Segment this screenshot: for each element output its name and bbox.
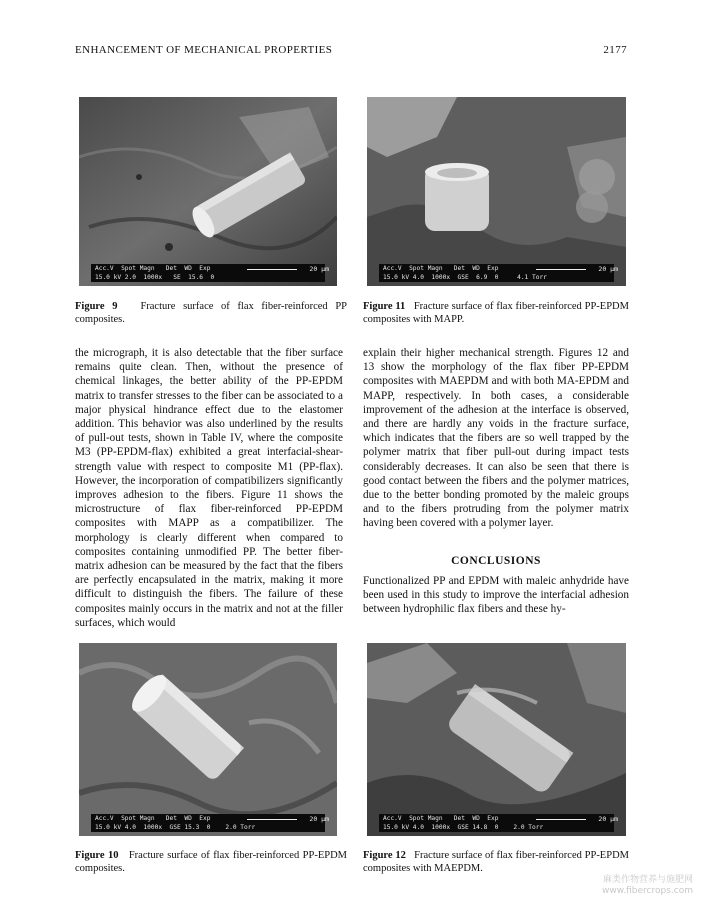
scale-label: 20 µm: [598, 265, 618, 273]
section-heading: CONCLUSIONS: [451, 555, 541, 567]
scale-label: 20 µm: [309, 265, 329, 273]
sem-databar: Acc.V Spot Magn Det WD Exp 15.0 kV 4.0 1000x GSE 6.9 0 4.1 Torr: [379, 264, 614, 282]
scale-bar: [536, 819, 586, 820]
figure-9-caption: Figure 9 Fracture surface of flax fiber-reinforced PP composites.: [75, 301, 347, 325]
figure-10-image: [79, 643, 337, 836]
sem-databar: Acc.V Spot Magn Det WD Exp 15.0 kV 2.0 1000x SE 15.6 0: [91, 264, 325, 282]
sem-databar: Acc.V Spot Magn Det WD Exp 15.0 kV 4.0 1000x GSE 14.8 0 2.0 Torr: [379, 814, 614, 832]
sem-databar: Acc.V Spot Magn Det WD Exp 15.0 kV 4.0 1000x GSE 15.3 0 2.0 Torr: [91, 814, 325, 832]
page-number: 2177: [603, 44, 627, 56]
figure-9-image: [79, 97, 337, 286]
conclusions-text: Functionalized PP and EPDM with maleic anhydride have been used in this study to improve the interfacial adhesion between hydrophilic flax fibers and these hy-: [363, 575, 629, 616]
body-right-column: explain their higher mechanical strength. Figures 12 and 13 show the morphology of the flax fiber PP-EPDM composites with MAEPDM and with both MA-EPDM and MAPP, respectively. In both cases, a considerable improvement of the adhesion at the interface is observed, and there are hardly any voids in the fracture surface, which indicates that the fibers are so well trapped by the polymer matrix that fiber pull-out during impact tests considerably decreases. It can also be seen that there is good contact between the fibers and the polymer matrices, due to the better bonding promoted by the maleic groups and to the fibers protruding from the polymer matrix having been covered with a polymer layer.: [363, 347, 629, 530]
figure-12-image: [367, 643, 626, 836]
figure-11-caption: Figure 11 Fracture surface of flax fiber-reinforced PP-EPDM composites with MAPP.: [363, 301, 629, 325]
running-title: ENHANCEMENT OF MECHANICAL PROPERTIES: [75, 44, 333, 56]
watermark: 麻类作物营养与施肥网 www.fibercrops.com: [602, 875, 693, 896]
scale-bar: [536, 269, 586, 270]
scale-label: 20 µm: [309, 815, 329, 823]
figure-12-caption: Figure 12 Fracture surface of flax fiber-reinforced PP-EPDM composites with MAEPDM.: [363, 850, 629, 874]
scale-bar: [247, 819, 297, 820]
scale-bar: [247, 269, 297, 270]
figure-11-image: [367, 97, 626, 286]
body-left-column: the micrograph, it is also detectable that the fiber surface remains quite clean. Then, without the presence of chemical linkages, the better ability of the PP-EPDM matrix to transfer stresses to the fiber can be associated to a major physical hindrance effect due to the elastomer addition. This behavior was also underlined by the results of pull-out tests, shown in Table IV, where the composite M3 (PP-EPDM-flax) exhibited a great interfacial-shear-strength value with respect to composite M1 (PP-flax). However, the incorporation of compatibilizers significantly improves adhesion to the fibers. Figure 11 shows the microstructure of flax fiber-reinforced PP-EPDM composites with MAPP as a compatibilizer. The morphology is clearly different when compared to composites containing unmodified PP. The better fiber-matrix adhesion can be measured by the fact that the fibers are perfectly encapsulated in the matrix, making it more difficult to distinguish the fibers. The failure of these composites mainly occurs in the matrix and not at the filler surfaces, which would: [75, 347, 343, 629]
scale-label: 20 µm: [598, 815, 618, 823]
figure-10-caption: Figure 10 Fracture surface of flax fiber-reinforced PP-EPDM composites.: [75, 850, 347, 874]
